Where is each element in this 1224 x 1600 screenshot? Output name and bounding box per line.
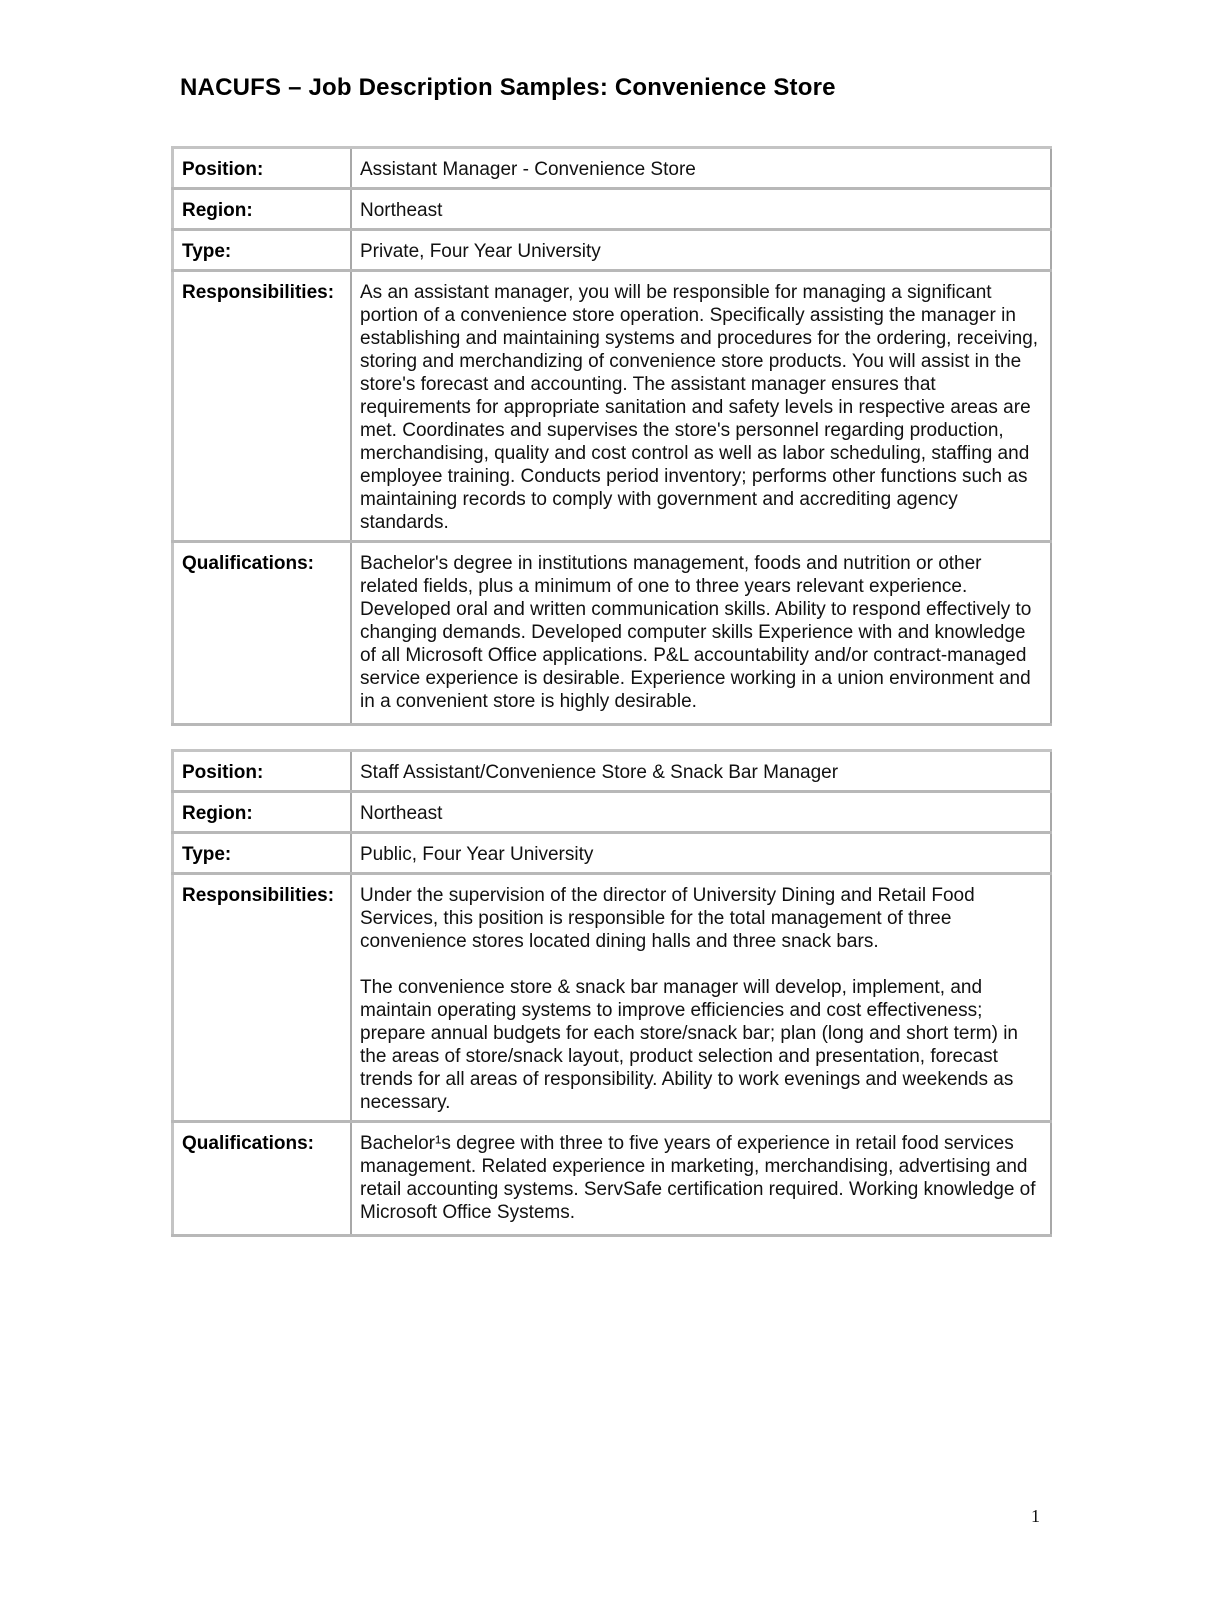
responsibilities-label: Responsibilities: <box>173 271 352 542</box>
job-description-table-1 <box>171 146 1052 726</box>
responsibilities-value <box>351 271 1051 542</box>
position-label: Position: <box>173 751 352 792</box>
region-row <box>173 792 1052 833</box>
responsibilities-row <box>173 271 1052 542</box>
qualifications-value: Bachelor¹s degree with three to five years of experience in retail food services management. Related experience in marketing, merchandising, advertising and retail accounting systems. ServSafe certification required. Working knowledge of Microsoft Office Systems. <box>351 1122 1051 1236</box>
job-description-table-2 <box>171 749 1052 1237</box>
region-label: Region: <box>173 792 352 833</box>
responsibilities-paragraph: As an assistant manager, you will be responsible for managing a significant portion of a convenience store operation. Specifically assisting the manager in establishing and maintaining systems and procedures for the ordering, receiving, storing and merchandizing of convenience store products. You will assist in the store's forecast and accounting. The assistant manager ensures that requirements for appropriate sanitation and safety levels in respective areas are met. Coordinates and supervises the store's personnel regarding production, merchandising, quality and cost control as well as labor scheduling, staffing and employee training. Conducts period inventory; performs other functions such as maintaining records to comply with government and accrediting agency standards. <box>360 282 1039 533</box>
position-label: Position: <box>173 148 352 189</box>
region-label: Region: <box>173 189 352 230</box>
type-value: Public, Four Year University <box>351 833 1051 874</box>
qualifications-value: Bachelor's degree in institutions management, foods and nutrition or other related fields, plus a minimum of one to three years relevant experience. Developed oral and written communication skills. Ability to respond effectively to changing demands. Developed computer skills Experience with and knowledge of all Microsoft Office applications. P&L accountability and/or contract-managed service experience is desirable. Experience working in a union environment and in a convenient store is highly desirable. <box>351 542 1051 725</box>
qualifications-row <box>173 1122 1052 1236</box>
document-title: NACUFS – Job Description Samples: Convenience Store <box>180 74 836 101</box>
qualifications-row <box>173 542 1052 725</box>
responsibilities-value <box>351 874 1051 1122</box>
position-value: Staff Assistant/Convenience Store & Snack Bar Manager <box>351 751 1051 792</box>
region-value: Northeast <box>351 189 1051 230</box>
qualifications-label: Qualifications: <box>173 1122 352 1236</box>
responsibilities-paragraph: The convenience store & snack bar manager will develop, implement, and maintain operating systems to improve efficiencies and cost effectiveness; prepare annual budgets for each store/snack bar; plan (long and short term) in the areas of store/snack layout, product selection and presentation, forecast trends for all areas of responsibility. Ability to work evenings and weekends as necessary. <box>360 977 1018 1113</box>
responsibilities-label: Responsibilities: <box>173 874 352 1122</box>
responsibilities-paragraph: Under the supervision of the director of University Dining and Retail Food Services, this position is responsible for the total management of three convenience stores located dining halls and three snack bars. <box>360 885 975 952</box>
responsibilities-row <box>173 874 1052 1122</box>
qualifications-label: Qualifications: <box>173 542 352 725</box>
type-value: Private, Four Year University <box>351 230 1051 271</box>
type-row <box>173 833 1052 874</box>
page-number: 1 <box>1031 1506 1040 1526</box>
type-label: Type: <box>173 230 352 271</box>
position-row <box>173 148 1052 189</box>
type-label: Type: <box>173 833 352 874</box>
type-row <box>173 230 1052 271</box>
position-row <box>173 751 1052 792</box>
region-row <box>173 189 1052 230</box>
position-value: Assistant Manager - Convenience Store <box>351 148 1051 189</box>
region-value: Northeast <box>351 792 1051 833</box>
